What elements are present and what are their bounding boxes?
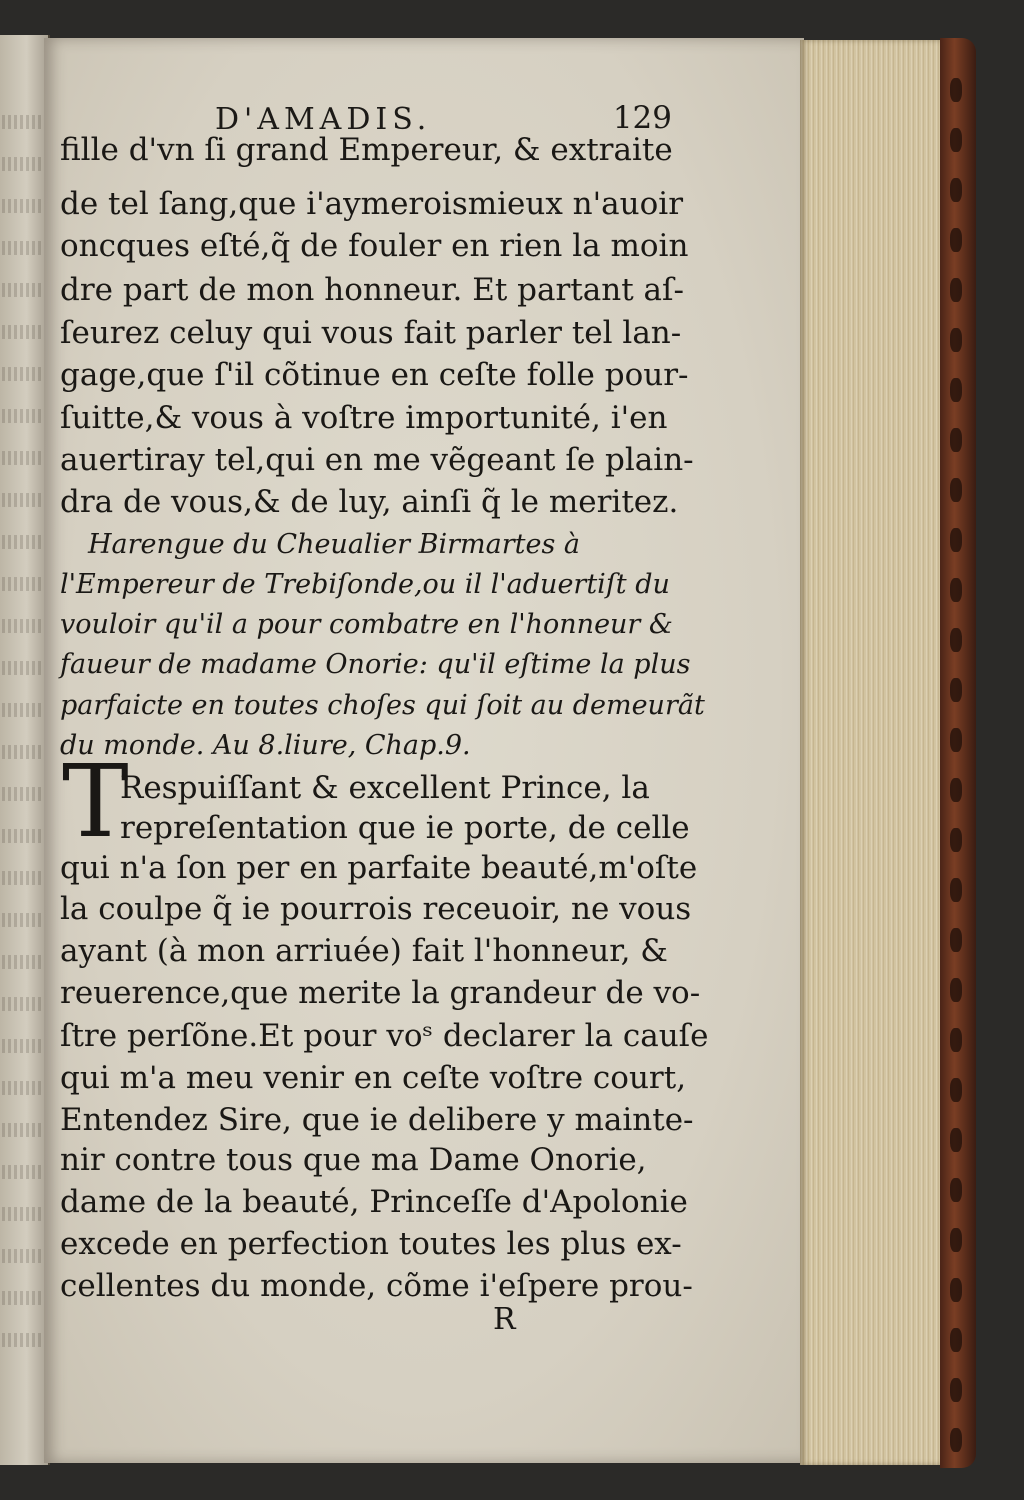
bleed-line [2,1123,46,1137]
bleed-line [2,325,46,339]
leather-binding [940,38,976,1468]
binding-spot [950,1178,962,1202]
text-line: ayant (à mon arriuée) fait l'honneur, & [60,933,668,969]
bleed-line [2,619,46,633]
text-line: fille d'vn ſi grand Empereur, & extraite [60,132,673,168]
bleed-line [2,829,46,843]
text-line: dra de vous,& de luy, ainſi q̃ le meritez. [60,484,679,520]
bleed-line [2,1333,46,1347]
bleed-line [2,997,46,1011]
bleed-line [2,703,46,717]
bleed-line [2,1165,46,1179]
binding-spot [950,1328,962,1352]
heading-line: l'Empereur de Trebiſonde,ou il l'aduertiſt du [60,569,670,600]
binding-spot [950,928,962,952]
binding-spot [950,528,962,552]
binding-spot [950,778,962,802]
text-line: la coulpe q̃ ie pourrois receuoir, ne vous [60,891,692,927]
text-line: dre part de mon honneur. Et partant aſ- [60,272,684,308]
bleed-line [2,199,46,213]
binding-spot [950,978,962,1002]
folio-number: 129 [612,100,672,136]
heading-line: Harengue du Cheualier Birmartes à [88,529,581,560]
binding-spot [950,578,962,602]
text-line: Respuiſſant & excellent Prince, la [120,770,650,806]
binding-spot [950,1278,962,1302]
page-edges [800,40,948,1465]
binding-spot [950,78,962,102]
bleed-line [2,787,46,801]
bleed-line [2,535,46,549]
text-line: de tel ſang,que i'aymeroismieux n'auoir [60,186,684,222]
heading-line: faueur de madame Onorie: qu'il eſtime la plus [60,649,691,680]
bleed-line [2,1291,46,1305]
text-line: repreſentation que ie porte, de celle [120,810,690,846]
binding-spot [950,128,962,152]
bleed-line [2,157,46,171]
binding-spot [950,1078,962,1102]
text-line: reuerence,que merite la grandeur de vo- [60,975,701,1011]
text-line: gage,que ſ'il cõtinue en ceſte folle pour- [60,357,689,393]
bleed-line [2,1039,46,1053]
binding-spot [950,178,962,202]
bleed-line [2,871,46,885]
binding-spot [950,828,962,852]
binding-spot [950,728,962,752]
drop-cap: T [62,743,129,860]
binding-spot [950,228,962,252]
bleed-line [2,661,46,675]
text-line: Entendez Sire, que ie delibere y mainte- [60,1102,694,1138]
text-line: ſtre perſõne.Et pour voˢ declarer la cauſe [60,1018,709,1054]
bleed-line [2,283,46,297]
bleed-line [2,451,46,465]
signature-mark: R [493,1302,516,1337]
running-head: D'AMADIS. [215,102,432,137]
heading-line: vouloir qu'il a pour combatre en l'honneur & [60,609,673,640]
text-line: qui n'a ſon per en parfaite beauté,m'oſte [60,850,698,886]
binding-spot [950,478,962,502]
binding-spot [950,1028,962,1052]
binding-spot [950,378,962,402]
binding-spot [950,428,962,452]
binding-spot [950,1428,962,1452]
text-line: nir contre tous que ma Dame Onorie, [60,1142,647,1178]
text-line: ſeurez celuy qui vous fait parler tel lan- [60,315,682,351]
binding-spot [950,878,962,902]
binding-spot [950,678,962,702]
binding-spot [950,328,962,352]
left-page-edge [0,35,50,1465]
binding-spot [950,628,962,652]
binding-spot [950,1228,962,1252]
text-line: dame de la beauté, Princeſſe d'Apolonie [60,1184,688,1220]
bleed-line [2,1249,46,1263]
heading-line: parfaicte en toutes choſes qui ſoit au demeurãt [60,690,705,721]
bleed-line [2,1081,46,1095]
heading-line: du monde. Au 8.liure, Chap.9. [60,730,471,761]
bleed-line [2,493,46,507]
binding-spot [950,1378,962,1402]
bleed-line [2,1207,46,1221]
bleed-line [2,241,46,255]
bleed-line [2,577,46,591]
bleed-line [2,409,46,423]
text-line: auertiray tel,qui en me vẽgeant ſe plain- [60,442,694,478]
text-line: oncques eſté,q̃ de fouler en rien la moin [60,228,689,264]
bleed-line [2,913,46,927]
binding-spot [950,1128,962,1152]
text-line: ſuitte,& vous à voſtre importunité, i'en [60,400,668,436]
text-line: cellentes du monde, cõme i'eſpere prou- [60,1268,693,1304]
text-line: excede en perfection toutes les plus ex- [60,1226,682,1262]
bleed-line [2,745,46,759]
bleed-line [2,115,46,129]
bleed-line [2,367,46,381]
text-line: qui m'a meu venir en ceſte voſtre court, [60,1060,687,1096]
bleed-line [2,955,46,969]
binding-spot [950,278,962,302]
